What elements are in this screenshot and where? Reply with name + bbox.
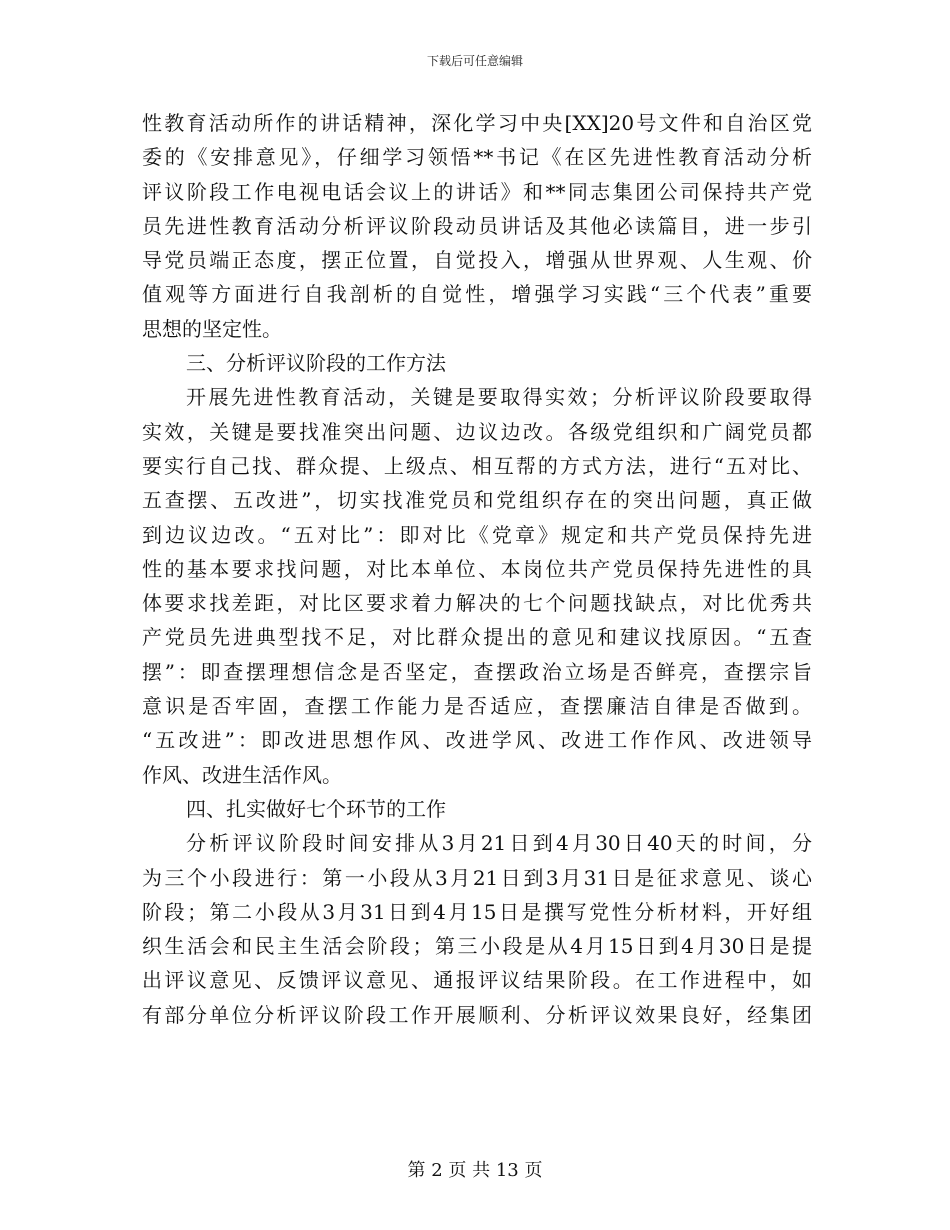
text-line: 作风、改进生活作风。 (142, 762, 342, 787)
page-header: 下载后可任意编辑 (426, 54, 523, 68)
page-number-footer: 第 2 页 共 13 页 (407, 1160, 543, 1181)
text-line: 导党员端正态度，摆正位置，自觉投入，增强从世界观、人生观、价 (142, 248, 812, 273)
document-body (142, 106, 812, 1032)
text-line: 意识是否牢固，查摆工作能力是否适应，查摆廉洁自律是否做到。 (142, 694, 812, 719)
text-line: 分析评议阶段时间安排从3月21日到4月30日40天的时间，分 (186, 831, 812, 856)
text-line: 性教育活动所作的讲话精神，深化学习中央[XX]20号文件和自治区党 (142, 111, 812, 135)
text-line: 委的《安排意见》，仔细学习领悟**书记《在区先进性教育活动分析 (142, 145, 812, 170)
text-line: 评议阶段工作电视电话会议上的讲话》和**同志集团公司保持共产党 (142, 179, 812, 204)
text-line: “五改进”：即改进思想作风、改进学风、改进工作作风、改进领导 (142, 728, 812, 753)
text-line: 要实行自己找、群众提、上级点、相互帮的方式方法，进行“五对比、 (142, 453, 812, 478)
text-line: 织生活会和民主生活会阶段；第三小段是从4月15日到4月30日是提 (142, 934, 812, 959)
text-line: 阶段；第二小段从3月31日到4月15日是撰写党性分析材料，开好组 (142, 899, 812, 924)
text-line: 出评议意见、反馈评议意见、通报评议结果阶段。在工作进程中，如 (142, 968, 812, 993)
text-line: 摆”：即查摆理想信念是否坚定，查摆政治立场是否鲜亮，查摆宗旨 (142, 659, 812, 684)
text-line: 实效，关键是要找准突出问题、边议边改。各级党组织和广阔党员都 (142, 419, 812, 444)
text-line: 五查摆、五改进”，切实找准党员和党组织存在的突出问题，真正做 (142, 488, 812, 513)
text-line: 为三个小段进行：第一小段从3月21日到3月31日是征求意见、谈心 (142, 865, 812, 890)
text-line: 值观等方面进行自我剖析的自觉性，增强学习实践“三个代表”重要 (142, 282, 812, 307)
text-line: 员先进性教育活动分析评议阶段动员讲话及其他必读篇目，进一步引 (142, 213, 812, 238)
section-heading: 三、分析评议阶段的工作方法 (186, 351, 446, 376)
text-line: 开展先进性教育活动，关键是要取得实效；分析评议阶段要取得 (186, 385, 812, 410)
text-line: 产党员先进典型找不足，对比群众提出的意见和建议找原因。“五查 (142, 625, 812, 650)
text-line: 体要求找差距，对比区要求着力解决的七个问题找缺点，对比优秀共 (142, 591, 812, 616)
text-line: 性的基本要求找问题，对比本单位、本岗位共产党员保持先进性的具 (142, 556, 812, 581)
text-line: 到边议边改。“五对比”：即对比《党章》规定和共产党员保持先进 (142, 522, 812, 547)
text-line: 思想的坚定性。 (142, 316, 282, 341)
text-line: 有部分单位分析评议阶段工作开展顺利、分析评议效果良好，经集团 (142, 1002, 812, 1027)
section-heading: 四、扎实做好七个环节的工作 (186, 796, 446, 821)
